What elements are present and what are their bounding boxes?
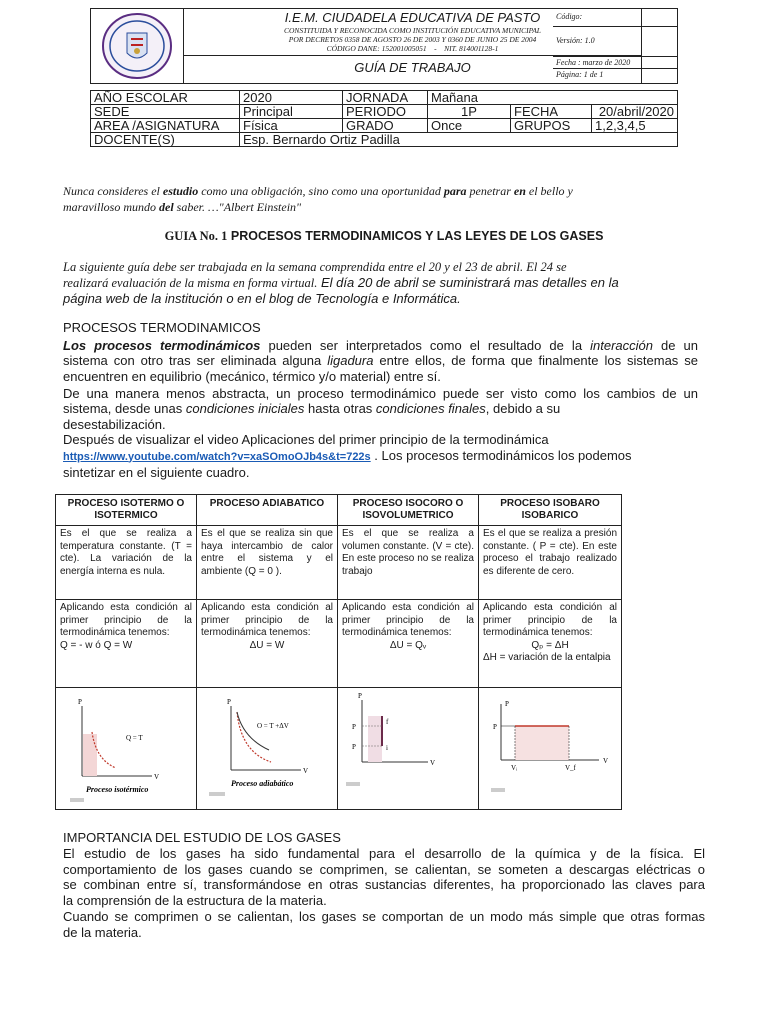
- paragraph-video: [63, 432, 703, 481]
- desc-isobaric: Es el que se realiza a presión constante. ( P = cte). En este proceso el trabajo realizado es diferente de cero.: [479, 526, 622, 600]
- graph-adiabatic: [197, 688, 338, 810]
- text: Después de visualizar el video Aplicaciones del primer principio de la termodinámica: [63, 432, 549, 447]
- text: sistema con otro tras ser eliminada alguna: [63, 353, 328, 369]
- text: , debido a su: [485, 401, 561, 417]
- info-cell: Física: [240, 119, 343, 133]
- graph-isobaric: [479, 688, 622, 810]
- italic-term: condiciones iniciales: [185, 401, 305, 417]
- info-cell: Once: [428, 119, 511, 133]
- desc-isochoric: Es el que se realiza a volumen constante. (V = cte). En este proceso no se realiza trabajo: [338, 526, 479, 600]
- quote-bold: estudio: [162, 184, 199, 198]
- apply-text: Aplicando esta condición al primer principio de la termodinámica tenemos:: [201, 602, 333, 639]
- section-gases: [63, 830, 705, 941]
- axis-p: P: [505, 700, 509, 708]
- graph-caption: Proceso adiabático: [231, 779, 294, 788]
- info-cell: AÑO ESCOLAR: [91, 91, 240, 105]
- apply-isochoric: [338, 600, 479, 688]
- italic-term: condiciones finales: [375, 401, 486, 417]
- info-cell: Principal: [240, 105, 343, 119]
- pressure-initial: P: [352, 743, 356, 751]
- intro-line: realizará evaluación de la misma en forma virtual.: [63, 276, 318, 290]
- state-i: i: [386, 744, 388, 752]
- axis-v: V: [154, 773, 160, 781]
- info-cell: 1P: [428, 105, 511, 119]
- guide-number: GUIA No. 1: [164, 229, 228, 243]
- info-row: [91, 91, 678, 105]
- info-cell: 20/abril/2020: [592, 105, 678, 119]
- info-cell: AREA /ASIGNATURA: [91, 119, 240, 133]
- info-row: [91, 105, 678, 119]
- info-cell: 1,2,3,4,5: [592, 119, 678, 133]
- table-row: [56, 600, 622, 688]
- table-row: [56, 526, 622, 600]
- text: se combinan entre sí, transformándose en otras sustancias diferentes, ha proporcionado las claves para: [63, 877, 705, 893]
- quote-bold: para: [443, 184, 467, 198]
- graph-isothermal: [56, 688, 197, 810]
- formula: Qₚ = ΔH: [531, 639, 569, 651]
- paragraph-abstract: [63, 386, 698, 432]
- info-cell: SEDE: [91, 105, 240, 119]
- pv-diagram-isothermal: [56, 688, 196, 804]
- info-cell: Mañana: [428, 91, 678, 105]
- institution-name: I.E.M. CIUDADELA EDUCATIVA DE PASTO: [284, 10, 541, 25]
- volume-final: V_f: [565, 764, 576, 772]
- axis-p: P: [358, 692, 362, 700]
- section-heading-gases: IMPORTANCIA DEL ESTUDIO DE LOS GASES: [63, 830, 341, 845]
- guide-title-text: PROCESOS TERMODINAMICOS Y LAS LEYES DE LOS GASES: [230, 229, 604, 243]
- axis-p: P: [227, 698, 231, 706]
- axis-v: V: [430, 759, 436, 767]
- curve-label: Q = T: [126, 734, 143, 742]
- quote-bold: en: [513, 184, 526, 198]
- quote-text: penetrar: [466, 184, 514, 198]
- table-header-row: [56, 495, 622, 526]
- curve-label: O = T +ΔV: [257, 722, 289, 730]
- apply-isothermal: [56, 600, 197, 688]
- text: pueden ser interpretados como el resultado de la: [260, 338, 591, 353]
- date-label: Fecha : marzo de 2020: [556, 58, 631, 67]
- guide-title: [0, 229, 768, 244]
- column-header-isobaric: PROCESO ISOBARO ISOBARICO: [479, 495, 622, 526]
- text: El estudio de los gases ha sido fundamental para el desarrollo de la química y de la física. El: [63, 845, 705, 861]
- text: desestabilización.: [63, 416, 166, 432]
- text: la comprensión de la estructura de la materia.: [63, 893, 327, 909]
- quote-bold: del: [159, 200, 174, 214]
- intro-line: La siguiente guía debe ser trabajada en la semana comprendida entre el 20 y el 23 de abril. El 24 se: [63, 260, 567, 274]
- text: De una manera menos abstracta, un proceso termodinámico puede ser visto como los cambios de un: [63, 386, 698, 401]
- info-cell: GRADO: [343, 119, 428, 133]
- pv-diagram-isobaric: [479, 688, 621, 804]
- text: sistema, desde unas: [63, 401, 186, 417]
- quote-text: el bello y: [525, 184, 573, 198]
- enthalpy-note: ΔH = variación de la entalpia: [483, 652, 611, 664]
- pv-diagram-adiabatic: [197, 688, 337, 804]
- text: de un: [652, 338, 698, 353]
- einstein-quote: [63, 183, 713, 215]
- intro-line: página web de la institución o en el blog de Tecnología e Informática.: [63, 291, 461, 306]
- pv-diagram-isochoric: [338, 688, 478, 804]
- intro-line: El día 20 de abril se suministrará mas detalles en la: [317, 275, 619, 290]
- section-heading-processes: PROCESOS TERMODINAMICOS: [63, 320, 261, 335]
- text: comportamiento de los gases cuando se comprimen, se calientan, se someten a descargas eléctricas o: [63, 861, 705, 877]
- info-cell: GRUPOS: [511, 119, 592, 133]
- pressure-final: P: [352, 723, 356, 731]
- apply-text: Aplicando esta condición al primer principio de la termodinámica tenemos:: [483, 602, 617, 639]
- info-cell: FECHA: [511, 105, 592, 119]
- text: . Los procesos termodinámicos los podemos: [370, 447, 632, 463]
- graph-caption: Proceso isotérmico: [86, 785, 149, 794]
- column-header-adiabatic: PROCESO ADIABATICO: [197, 495, 338, 526]
- volume-initial: Vᵢ: [511, 764, 518, 772]
- apply-text: Aplicando esta condición al primer principio de la termodinámica tenemos:: [60, 602, 192, 639]
- desc-isothermal: Es el que se realiza a temperatura constante. (T = cte). La variación de la energía interna es nula.: [56, 526, 197, 600]
- graph-isochoric: [338, 688, 479, 810]
- axis-v: V: [603, 757, 609, 765]
- school-logo: [91, 9, 184, 83]
- text: sintetizar en el siguiente cuadro.: [63, 465, 250, 480]
- info-cell: JORNADA: [343, 91, 428, 105]
- pressure-label: P: [493, 723, 497, 731]
- text: encuentren en equilibrio (mecánico, térmico y/o material) entre sí.: [63, 368, 441, 384]
- text: Cuando se comprimen o se calientan, los gases se comportan de un modo más simple que otras formas: [63, 908, 705, 924]
- decree-line-1: CONSTITUIDA Y RECONOCIDA COMO INSTITUCIÓN EDUCATIVA MUNICIPAL: [284, 26, 541, 35]
- video-link[interactable]: https://www.youtube.com/watch?v=xaSOmoOJb4s&t=722s: [63, 450, 371, 463]
- info-table: [90, 90, 678, 147]
- page-label: Página: 1 de 1: [556, 70, 604, 79]
- quote-text: maravilloso mundo: [63, 200, 159, 214]
- info-row: [91, 119, 678, 133]
- apply-isobaric: [479, 600, 622, 688]
- italic-term: ligadura: [327, 353, 374, 369]
- text: de la materia.: [63, 924, 142, 940]
- column-header-isothermal: PROCESO ISOTERMO O ISOTERMICO: [56, 495, 197, 526]
- apply-adiabatic: [197, 600, 338, 688]
- italic-term: interacción: [590, 338, 653, 353]
- formula: Q = - w ó Q = W: [60, 639, 133, 651]
- info-cell: DOCENTE(S): [91, 133, 240, 147]
- apply-text: Aplicando esta condición al primer principio de la termodinámica tenemos:: [342, 602, 474, 639]
- bold-term: Los procesos termodinámicos: [63, 338, 261, 353]
- doc-title: GUÍA DE TRABAJO: [354, 60, 471, 75]
- info-cell: 2020: [240, 91, 343, 105]
- header-meta: [553, 8, 678, 84]
- axis-p: P: [78, 698, 82, 706]
- codigo-label: Código:: [556, 12, 583, 21]
- axis-v: V: [303, 767, 309, 775]
- table-row: [56, 688, 622, 810]
- text: entre ellos, de forma que finalmente los sistemas se: [373, 353, 698, 369]
- column-header-isochoric: PROCESO ISOCORO O ISOVOLUMETRICO: [338, 495, 479, 526]
- info-row: [91, 133, 678, 147]
- formula: ΔU = W: [249, 639, 285, 651]
- text: hasta otras: [304, 401, 376, 417]
- process-table: [55, 494, 622, 810]
- quote-text: como una obligación, sino como una oportunidad: [198, 184, 444, 198]
- formula: ΔU = Qᵥ: [389, 639, 427, 651]
- info-cell: Esp. Bernardo Ortiz Padilla: [240, 133, 678, 147]
- intro-paragraph: [63, 259, 723, 307]
- quote-text: Nunca consideres el: [63, 184, 163, 198]
- paragraph-processes: [63, 338, 698, 384]
- state-f: f: [386, 718, 389, 726]
- desc-adiabatic: Es el que se realiza sin que haya intercambio de calor entre el sistema y el ambiente (Q = 0 ).: [197, 526, 338, 600]
- version-label: Versión: 1.0: [556, 36, 595, 45]
- decree-line-2: POR DECRETOS 0358 DE AGOSTO 26 DE 2003 Y 0360 DE JUNIO 25 DE 2004: [288, 35, 537, 44]
- info-cell: PERIODO: [343, 105, 428, 119]
- quote-text: saber. …"Albert Einstein": [173, 200, 302, 214]
- dane-code: CÓDIGO DANE: 152001005051 - NIT. 814001128-1: [326, 44, 499, 53]
